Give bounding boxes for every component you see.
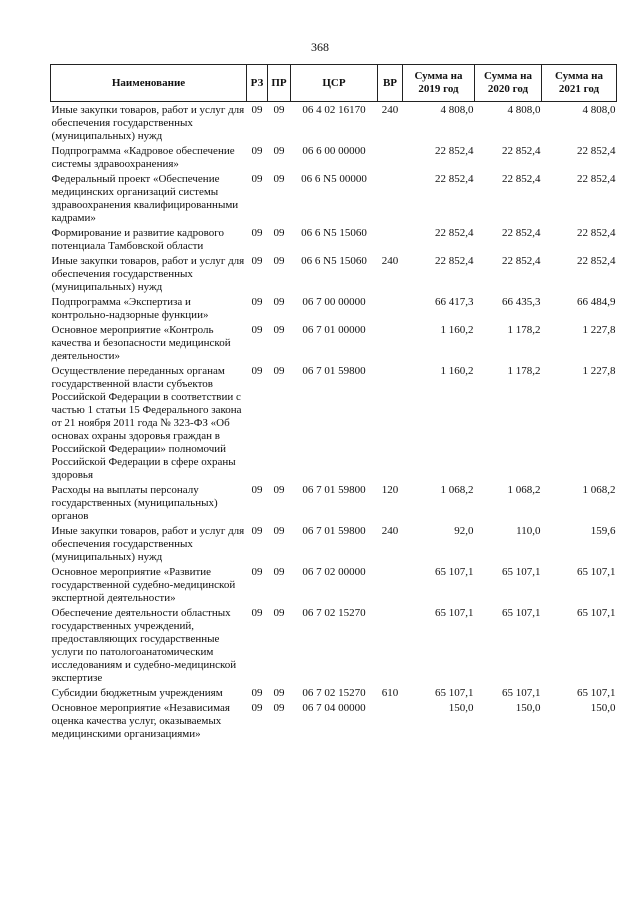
row-vr [378, 700, 403, 741]
row-vr [378, 363, 403, 482]
row-sum-2019: 65 107,1 [435, 566, 474, 578]
table-row [51, 363, 617, 482]
row-csr: 06 7 00 00000 [302, 296, 366, 308]
row-sum-2019: 1 160,2 [440, 324, 474, 336]
row-vr: 240 [381, 525, 399, 537]
row-vr [378, 171, 403, 225]
row-pr: 09 [273, 702, 285, 714]
row-name: Формирование и развитие кадрового потенциала Тамбовской области [51, 227, 224, 252]
row-vr: 240 [381, 104, 399, 116]
row-name: Обеспечение деятельности областных государственных учреждений, предоставляющих государственные услуги по патологоанатомическим исследованиям и судебно-медицинской экспертизе [51, 607, 237, 684]
row-sum-2020: 22 852,4 [502, 145, 541, 157]
row-csr: 06 4 02 16170 [302, 104, 366, 116]
row-pr: 09 [273, 296, 285, 308]
table-body [51, 102, 617, 742]
row-sum-2019: 66 417,3 [435, 296, 474, 308]
row-sum-2019: 1 160,2 [440, 365, 474, 377]
row-name: Иные закупки товаров, работ и услуг для обеспечения государственных (муниципальных) нужд [51, 255, 245, 293]
row-sum-2021: 1 227,8 [582, 365, 616, 377]
row-name: Основное мероприятие «Независимая оценка качества услуг, оказываемых медицинскими организациями» [51, 702, 230, 740]
row-rz: 09 [251, 687, 263, 699]
row-vr: 610 [381, 687, 399, 699]
row-name: Субсидии бюджетным учреждениям [51, 687, 223, 699]
row-sum-2020: 65 107,1 [502, 566, 541, 578]
row-csr: 06 7 01 00000 [302, 324, 366, 336]
row-name: Осуществление переданных органам государственной власти субъектов Российской Федерации в соответствии с частью 1 статьи 15 Федерального закона от 21 ноября 2011 года № 323-ФЗ «Об основах охраны здоровья граждан в Российской Федерации» полномочий Российской Федерации в сфере охраны здоровья [51, 365, 242, 481]
row-pr: 09 [273, 324, 285, 336]
row-vr: 240 [381, 255, 399, 267]
row-sum-2020: 22 852,4 [502, 173, 541, 185]
row-rz: 09 [251, 145, 263, 157]
row-sum-2019: 1 068,2 [440, 484, 474, 496]
row-vr: 120 [381, 484, 399, 496]
row-sum-2021: 4 808,0 [582, 104, 616, 116]
row-sum-2019: 65 107,1 [435, 687, 474, 699]
row-vr [378, 322, 403, 363]
row-name: Подпрограмма «Кадровое обеспечение системы здравоохранения» [51, 145, 235, 170]
row-pr: 09 [273, 607, 285, 619]
header-rz: РЗ [247, 65, 268, 102]
row-rz: 09 [251, 365, 263, 377]
table-row [51, 564, 617, 605]
row-pr: 09 [273, 227, 285, 239]
row-pr: 09 [273, 687, 285, 699]
header-pr: ПР [268, 65, 291, 102]
row-sum-2020: 22 852,4 [502, 255, 541, 267]
row-sum-2019: 150,0 [448, 702, 474, 714]
table-row [51, 253, 617, 294]
row-pr: 09 [273, 255, 285, 267]
row-csr: 06 6 N5 15060 [301, 255, 367, 267]
header-vr: ВР [378, 65, 403, 102]
row-rz: 09 [251, 525, 263, 537]
row-csr: 06 7 01 59800 [302, 525, 366, 537]
table-row [51, 523, 617, 564]
page-number: 368 [311, 40, 329, 54]
row-csr: 06 7 02 15270 [302, 687, 366, 699]
row-pr: 09 [273, 365, 285, 377]
row-sum-2021: 159,6 [590, 525, 616, 537]
row-sum-2021: 65 107,1 [577, 687, 616, 699]
row-sum-2019: 22 852,4 [435, 255, 474, 267]
row-sum-2019: 22 852,4 [435, 227, 474, 239]
table-row [51, 171, 617, 225]
row-sum-2019: 4 808,0 [440, 104, 474, 116]
row-sum-2020: 110,0 [516, 525, 541, 537]
table-row [51, 225, 617, 253]
row-rz: 09 [251, 296, 263, 308]
row-sum-2021: 150,0 [590, 702, 616, 714]
row-vr [378, 143, 403, 171]
row-csr: 06 6 N5 00000 [301, 173, 367, 185]
row-csr: 06 7 02 00000 [302, 566, 366, 578]
row-vr [378, 225, 403, 253]
row-rz: 09 [251, 255, 263, 267]
header-name: Наименование [51, 65, 247, 102]
row-sum-2021: 22 852,4 [577, 173, 616, 185]
row-rz: 09 [251, 324, 263, 336]
row-csr: 06 7 01 59800 [302, 365, 366, 377]
row-pr: 09 [273, 525, 285, 537]
row-sum-2020: 1 178,2 [507, 324, 541, 336]
row-vr [378, 294, 403, 322]
row-sum-2020: 1 178,2 [507, 365, 541, 377]
table-row [51, 294, 617, 322]
row-csr: 06 6 N5 15060 [301, 227, 367, 239]
row-sum-2019: 22 852,4 [435, 145, 474, 157]
row-sum-2021: 65 107,1 [577, 607, 616, 619]
row-sum-2019: 92,0 [454, 525, 474, 537]
row-pr: 09 [273, 104, 285, 116]
table-header [51, 65, 617, 102]
row-name: Иные закупки товаров, работ и услуг для обеспечения государственных (муниципальных) нужд [51, 104, 245, 142]
row-sum-2020: 65 107,1 [502, 687, 541, 699]
row-name: Расходы на выплаты персоналу государственных (муниципальных) органов [51, 484, 218, 522]
row-sum-2021: 22 852,4 [577, 145, 616, 157]
row-sum-2020: 66 435,3 [502, 296, 541, 308]
row-rz: 09 [251, 227, 263, 239]
header-csr: ЦСР [291, 65, 378, 102]
row-sum-2020: 22 852,4 [502, 227, 541, 239]
header-sum-2019: Сумма на 2019 год [403, 65, 475, 102]
row-name: Основное мероприятие «Контроль качества и безопасности медицинской деятельности» [51, 324, 231, 362]
row-rz: 09 [251, 702, 263, 714]
row-rz: 09 [251, 566, 263, 578]
row-sum-2021: 65 107,1 [577, 566, 616, 578]
row-sum-2020: 150,0 [515, 702, 541, 714]
row-csr: 06 7 04 00000 [302, 702, 366, 714]
row-sum-2019: 65 107,1 [435, 607, 474, 619]
row-sum-2021: 1 227,8 [582, 324, 616, 336]
row-vr [378, 605, 403, 685]
table-row [51, 685, 617, 700]
row-pr: 09 [273, 145, 285, 157]
row-name: Иные закупки товаров, работ и услуг для обеспечения государственных (муниципальных) нужд [51, 525, 245, 563]
row-rz: 09 [251, 607, 263, 619]
header-sum-2021: Сумма на 2021 год [542, 65, 617, 102]
row-name: Подпрограмма «Экспертиза и контрольно-надзорные функции» [51, 296, 209, 321]
row-rz: 09 [251, 104, 263, 116]
table-row [51, 322, 617, 363]
table-row [51, 102, 617, 144]
header-sum-2020: Сумма на 2020 год [475, 65, 542, 102]
row-pr: 09 [273, 173, 285, 185]
row-name: Основное мероприятие «Развитие государственной судебно-медицинской экспертной деятельности» [51, 566, 236, 604]
row-pr: 09 [273, 484, 285, 496]
table-row [51, 482, 617, 523]
row-pr: 09 [273, 566, 285, 578]
row-rz: 09 [251, 173, 263, 185]
budget-table [50, 64, 617, 741]
row-name: Федеральный проект «Обеспечение медицинских организаций системы здравоохранения квалифицированными кадрами» [51, 173, 239, 224]
row-csr: 06 6 00 00000 [302, 145, 366, 157]
table-row [51, 605, 617, 685]
row-sum-2020: 65 107,1 [502, 607, 541, 619]
row-csr: 06 7 02 15270 [302, 607, 366, 619]
row-sum-2020: 1 068,2 [507, 484, 541, 496]
row-sum-2021: 66 484,9 [577, 296, 616, 308]
table-row [51, 700, 617, 741]
table-row [51, 143, 617, 171]
row-sum-2019: 22 852,4 [435, 173, 474, 185]
row-sum-2020: 4 808,0 [507, 104, 541, 116]
row-rz: 09 [251, 484, 263, 496]
row-sum-2021: 22 852,4 [577, 227, 616, 239]
row-vr [378, 564, 403, 605]
row-csr: 06 7 01 59800 [302, 484, 366, 496]
row-sum-2021: 1 068,2 [582, 484, 616, 496]
row-sum-2021: 22 852,4 [577, 255, 616, 267]
